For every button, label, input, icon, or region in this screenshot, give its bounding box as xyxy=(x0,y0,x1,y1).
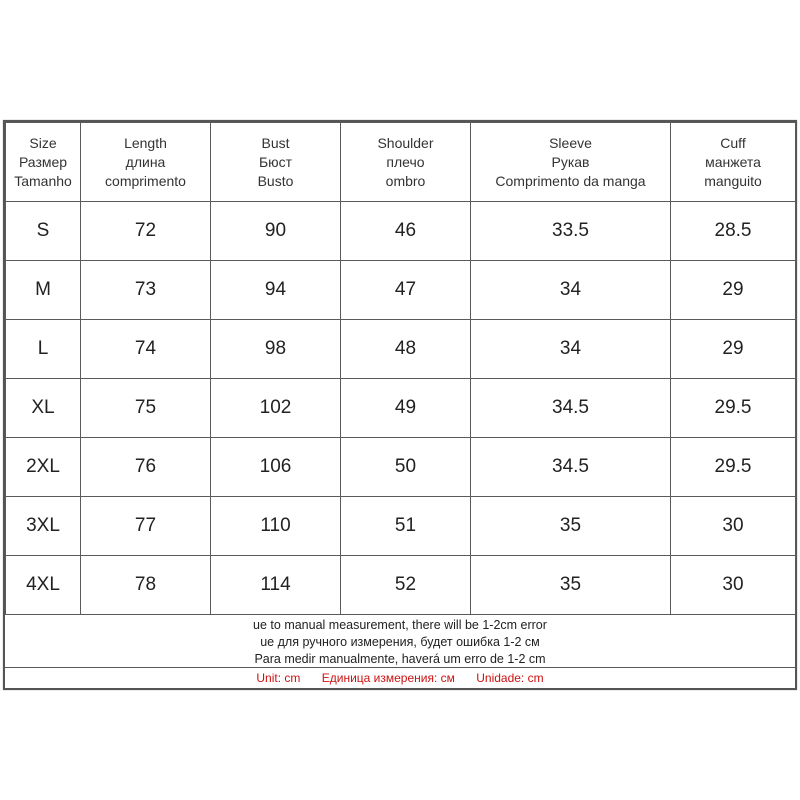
header-length-ru: длина xyxy=(125,153,166,170)
cell-shoulder: 49 xyxy=(341,379,471,438)
cell-size: M xyxy=(6,261,81,320)
table-row xyxy=(6,202,796,261)
cell-length: 72 xyxy=(81,202,211,261)
cell-bust: 94 xyxy=(211,261,341,320)
cell-bust: 106 xyxy=(211,438,341,497)
header-cuff-en: Cuff xyxy=(720,134,746,151)
cell-shoulder: 51 xyxy=(341,497,471,556)
cell-cuff: 29 xyxy=(671,320,796,379)
header-bust-en: Bust xyxy=(261,134,290,151)
header-row xyxy=(6,123,796,202)
header-size-pt: Tamanho xyxy=(14,172,72,189)
table-row xyxy=(6,261,796,320)
header-shoulder-en: Shoulder xyxy=(377,134,434,151)
cell-sleeve: 34.5 xyxy=(471,379,671,438)
cell-sleeve: 34.5 xyxy=(471,438,671,497)
cell-size: 4XL xyxy=(6,556,81,615)
cell-shoulder: 47 xyxy=(341,261,471,320)
cell-cuff: 30 xyxy=(671,556,796,615)
unit-pt: Unidade: cm xyxy=(476,671,544,685)
cell-size: XL xyxy=(6,379,81,438)
header-bust-pt: Busto xyxy=(257,172,294,189)
header-length-en: Length xyxy=(124,134,167,151)
header-size-ru: Размер xyxy=(18,153,68,170)
cell-sleeve: 34 xyxy=(471,320,671,379)
header-cuff-pt: manguito xyxy=(704,172,762,189)
cell-sleeve: 35 xyxy=(471,556,671,615)
cell-size: 3XL xyxy=(6,497,81,556)
unit-en: Unit: cm xyxy=(256,671,301,685)
note-line-en: ue to manual measurement, there will be 1-2cm error xyxy=(253,618,547,632)
note-line-ru: ue для ручного измерения, будет ошибка 1-2 см xyxy=(260,635,540,649)
unit-ru: Единица измерения: см xyxy=(321,671,455,685)
measurement-note xyxy=(5,616,795,668)
cell-bust: 114 xyxy=(211,556,341,615)
header-cuff xyxy=(671,123,796,202)
header-bust-ru: Бюст xyxy=(258,153,293,170)
table-row xyxy=(6,320,796,379)
cell-size: 2XL xyxy=(6,438,81,497)
header-sleeve-ru: Рукав xyxy=(551,153,590,170)
cell-sleeve: 34 xyxy=(471,261,671,320)
cell-shoulder: 50 xyxy=(341,438,471,497)
cell-size: S xyxy=(6,202,81,261)
cell-length: 77 xyxy=(81,497,211,556)
cell-shoulder: 46 xyxy=(341,202,471,261)
table-row xyxy=(6,379,796,438)
header-sleeve-en: Sleeve xyxy=(549,134,592,151)
size-table xyxy=(5,122,796,615)
header-sleeve xyxy=(471,123,671,202)
header-bust xyxy=(211,123,341,202)
cell-sleeve: 33.5 xyxy=(471,202,671,261)
cell-bust: 90 xyxy=(211,202,341,261)
table-row xyxy=(6,556,796,615)
size-chart xyxy=(3,120,797,690)
cell-length: 73 xyxy=(81,261,211,320)
cell-bust: 110 xyxy=(211,497,341,556)
table-row xyxy=(6,497,796,556)
table-row xyxy=(6,438,796,497)
cell-cuff: 28.5 xyxy=(671,202,796,261)
header-size-en: Size xyxy=(29,134,57,151)
header-size xyxy=(6,123,81,202)
cell-bust: 102 xyxy=(211,379,341,438)
cell-sleeve: 35 xyxy=(471,497,671,556)
header-shoulder-ru: плечо xyxy=(386,153,425,170)
header-length-pt: comprimento xyxy=(105,172,186,189)
cell-shoulder: 52 xyxy=(341,556,471,615)
cell-shoulder: 48 xyxy=(341,320,471,379)
header-shoulder xyxy=(341,123,471,202)
note-line-pt: Para medir manualmente, haverá um erro de 1-2 cm xyxy=(254,652,546,666)
cell-length: 75 xyxy=(81,379,211,438)
header-length xyxy=(81,123,211,202)
cell-cuff: 30 xyxy=(671,497,796,556)
cell-length: 74 xyxy=(81,320,211,379)
cell-cuff: 29.5 xyxy=(671,438,796,497)
cell-cuff: 29.5 xyxy=(671,379,796,438)
cell-cuff: 29 xyxy=(671,261,796,320)
cell-bust: 98 xyxy=(211,320,341,379)
cell-length: 76 xyxy=(81,438,211,497)
cell-length: 78 xyxy=(81,556,211,615)
cell-size: L xyxy=(6,320,81,379)
header-shoulder-pt: ombro xyxy=(385,172,426,189)
unit-line xyxy=(5,668,795,688)
header-cuff-ru: манжета xyxy=(705,153,761,170)
header-sleeve-pt: Comprimento da manga xyxy=(495,172,646,189)
